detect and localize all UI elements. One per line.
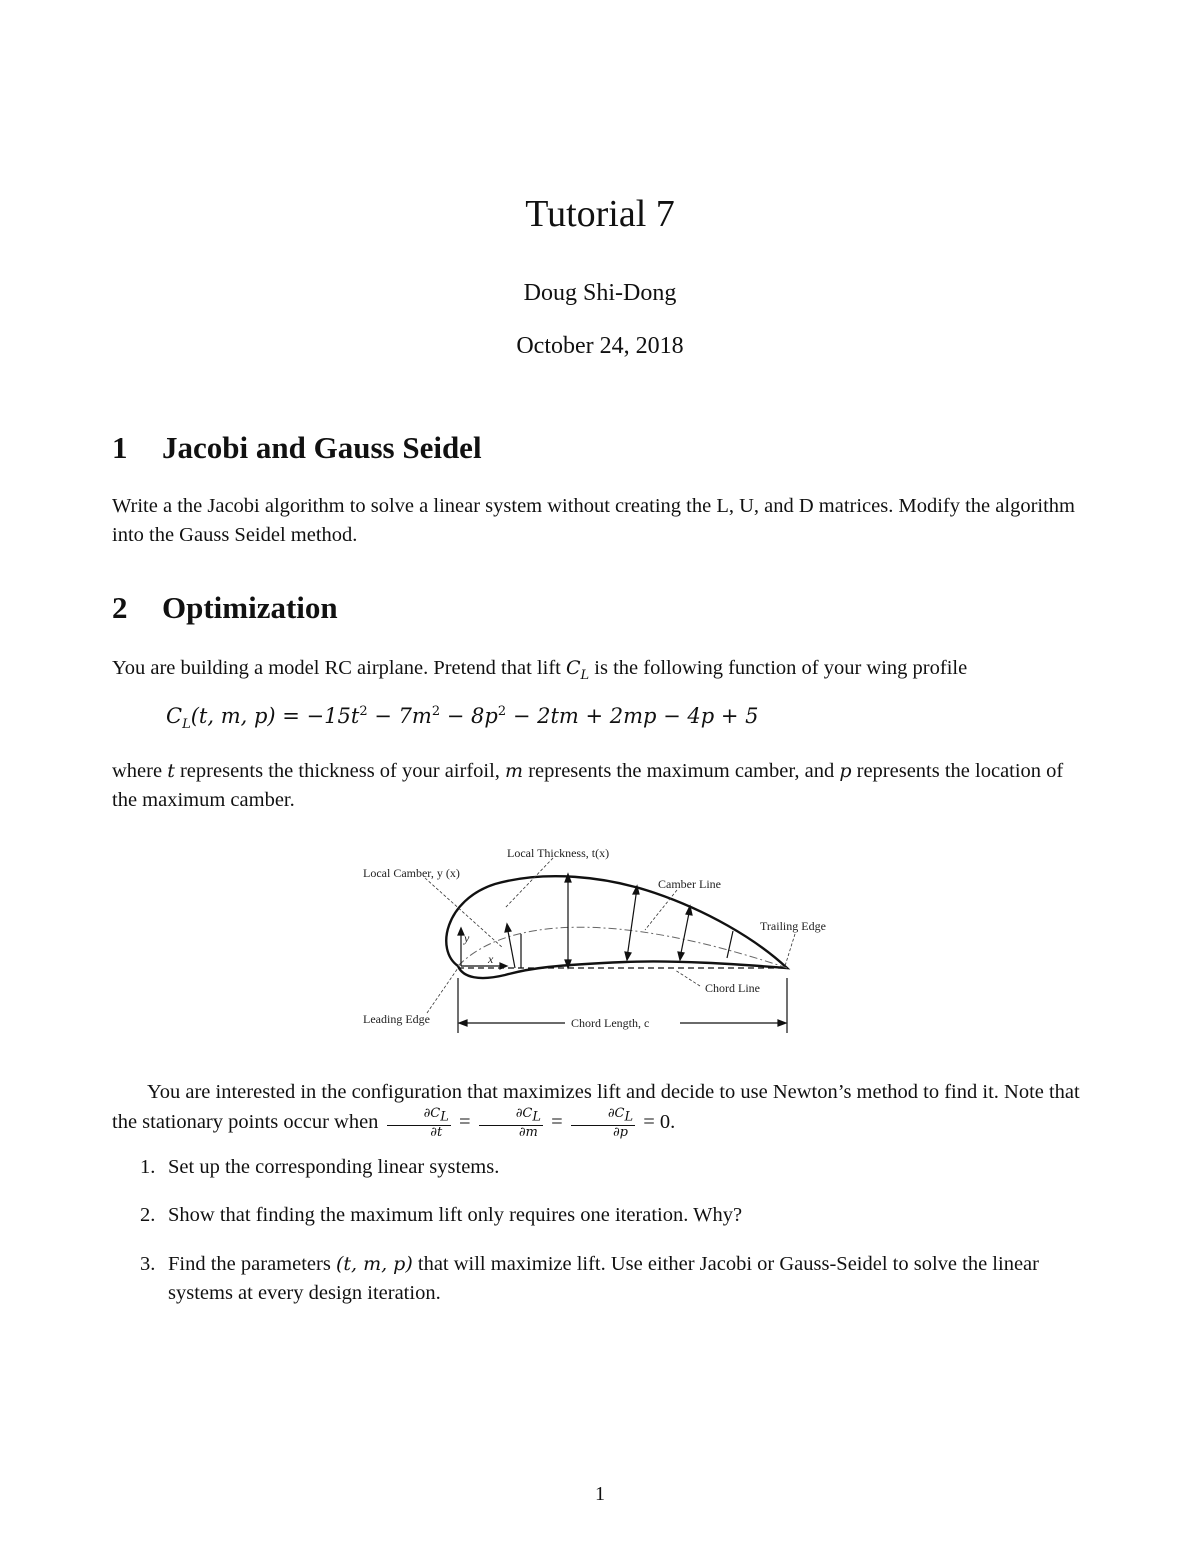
where-paragraph: where t represents the thickness of your airfoil, m represents the maximum camber, and p represents the location of the maximum camber.: [112, 760, 1064, 811]
label-x-axis: x: [488, 952, 494, 966]
document-title: Tutorial 7: [525, 193, 675, 235]
airfoil-diagram: [355, 838, 845, 1038]
label-chord-line: Chord Line: [705, 981, 760, 995]
section-heading-1: [112, 430, 482, 466]
label-chord-length: Chord Length, c: [571, 1016, 650, 1030]
intro-text: is the following function of your wing profile: [589, 657, 968, 679]
document-page: Tutorial 7 Doug Shi-Dong October 24, 2018 1 Jacobi and Gauss Seidel Write a the Jacobi algorithm to solve a linear system without creating the L, U, and D matrices. Modify the algorithm into the Gauss Seidel method. 2 Optimization You are building a model RC airplane. Pretend that lift $C_L$ is the following function of your wing profile $C_L(t$, m, $p) = -15t^2 - 7m^2 - 8p^2 - 2tm + 2mp - 4p + 5$ where t represents the thickness of your airfoil, m represents the maximum camber, and p represents the location of the maximum camber. Local Thickness, t(x) Local Camber, y (x) Camber Line Trailing Edge Chord Line Leading Edge Chord Length, c y x You are interested in the configuration that maximizes lift and decide to use Newton’s method to find it. Note that the stationary points occur when $\frac{\partial C_L}{\partial t}$ = $\frac{\partial C_L}{\partial m}$ = $\frac{\partial C_L}{\partial p}$ = 0. 1. Set up the corresponding linear systems. 2. Show that finding the maximum lift only requires one iteration. Why? 3. Find the parameters (t, m, p) that will maximize lift. Use either Jacobi or Gauss-Seidel to solve the linear systems at every design iteration. 1: [0, 0, 1200, 1553]
section-number: 1: [112, 430, 128, 465]
partial-t: $\frac{\partial C_L}{\partial t}$: [387, 1107, 451, 1140]
page-number: 1: [595, 1483, 605, 1505]
airfoil-outline: [446, 876, 787, 978]
label-camber-line: Camber Line: [658, 877, 721, 891]
partial-p: $\frac{\partial C_L}{\partial p}$: [571, 1107, 635, 1140]
section-1-paragraph: Write a the Jacobi algorithm to solve a linear system without creating the L, U, and D matrices. Modify the algorithm into the Gauss Seidel method.: [112, 495, 1075, 546]
label-local-camber: Local Camber, y (x): [363, 866, 460, 880]
document-date: October 24, 2018: [516, 333, 684, 359]
label-trailing-edge: Trailing Edge: [760, 919, 826, 933]
label-local-thickness: Local Thickness, t(x): [507, 846, 610, 860]
section-number: 2: [112, 590, 128, 625]
section-heading-2: [112, 590, 338, 626]
label-leading-edge: Leading Edge: [363, 1012, 430, 1026]
document-author: Doug Shi-Dong: [523, 280, 677, 306]
newton-paragraph: You are interested in the configuration that maximizes lift and decide to use Newton’s method to find it. Note that the stationary points occur when $\frac{\partial C_L}{\partial t}$ = $\frac{\partial C_L}{\partial m}$ = $\frac{\partial C_L}{\partial p}$ = 0.: [112, 1081, 1080, 1140]
cl-symbol: $C_L$: [565, 657, 590, 683]
intro-text: You are building a model RC airplane. Pretend that lift: [112, 657, 566, 679]
section-title: Optimization: [162, 590, 338, 625]
section-title: Jacobi and Gauss Seidel: [162, 430, 482, 465]
partial-m: $\frac{\partial C_L}{\partial m}$: [479, 1107, 543, 1140]
label-y-axis: y: [464, 931, 470, 945]
section-2-intro: [112, 654, 1092, 690]
lift-equation: $C_L(t$, m, $p) = -15t^2 - 7m^2 - 8p^2 - 2tm + 2mp - 4p + 5$: [166, 704, 759, 733]
